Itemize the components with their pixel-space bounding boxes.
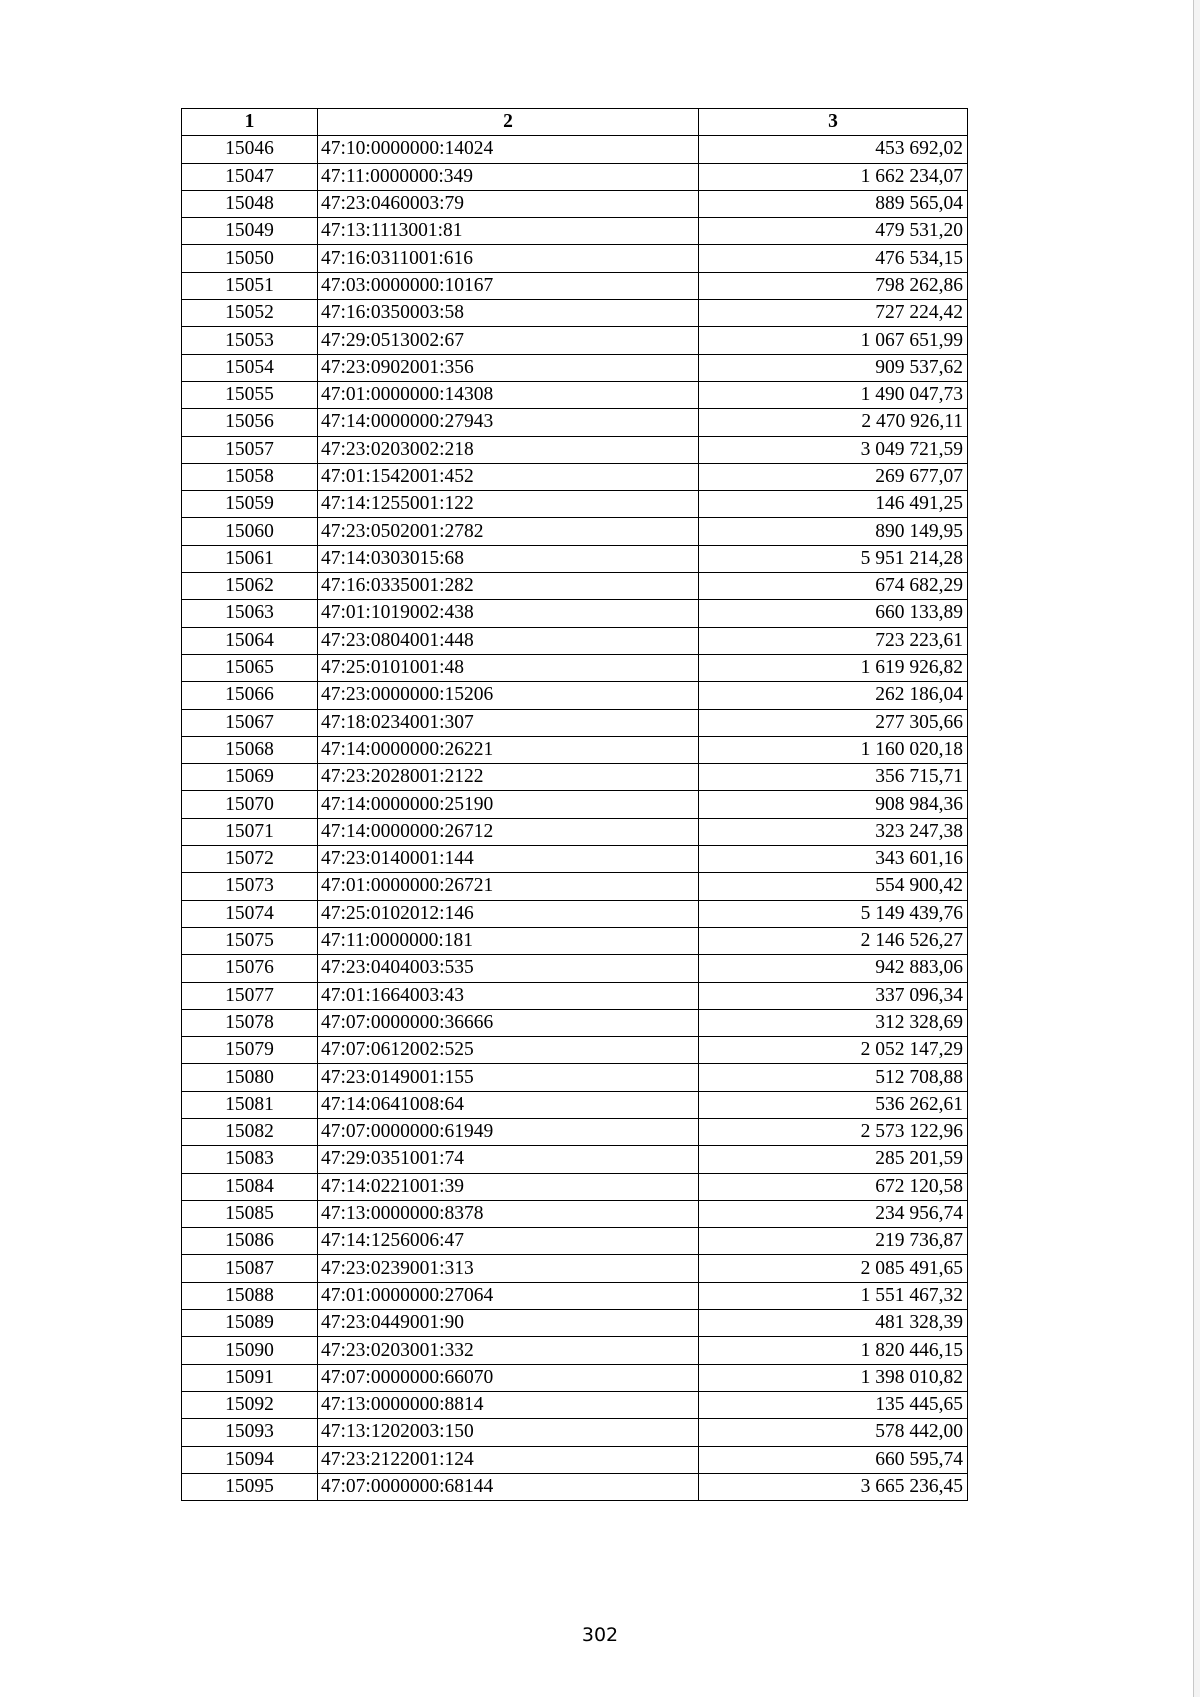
table-row — [182, 873, 968, 900]
column-header-1: 1 — [182, 109, 318, 136]
table-row — [182, 764, 968, 791]
cadastral-number: 47:14:0000000:26221 — [318, 736, 699, 763]
table-row — [182, 1118, 968, 1145]
cadastral-number: 47:14:0303015:68 — [318, 545, 699, 572]
row-number: 15065 — [182, 654, 318, 681]
row-number: 15057 — [182, 436, 318, 463]
cadastral-value: 1 160 020,18 — [699, 736, 968, 763]
table-row — [182, 1473, 968, 1500]
row-number: 15069 — [182, 764, 318, 791]
row-number: 15047 — [182, 163, 318, 190]
table-row — [182, 327, 968, 354]
row-number: 15064 — [182, 627, 318, 654]
row-number: 15068 — [182, 736, 318, 763]
column-header-2: 2 — [318, 109, 699, 136]
table-row — [182, 900, 968, 927]
cadastral-value: 674 682,29 — [699, 573, 968, 600]
cadastral-number: 47:23:0460003:79 — [318, 190, 699, 217]
table-row — [182, 982, 968, 1009]
row-number: 15081 — [182, 1091, 318, 1118]
cadastral-number: 47:13:0000000:8378 — [318, 1200, 699, 1227]
table-row — [182, 300, 968, 327]
row-number: 15093 — [182, 1419, 318, 1446]
cadastral-value: 476 534,15 — [699, 245, 968, 272]
row-number: 15091 — [182, 1364, 318, 1391]
cadastral-value: 1 490 047,73 — [699, 381, 968, 408]
cadastral-number: 47:07:0612002:525 — [318, 1037, 699, 1064]
cadastral-value: 2 470 926,11 — [699, 409, 968, 436]
cadastral-number: 47:23:0203002:218 — [318, 436, 699, 463]
cadastral-value: 337 096,34 — [699, 982, 968, 1009]
row-number: 15073 — [182, 873, 318, 900]
table-row — [182, 218, 968, 245]
cadastral-number: 47:01:0000000:26721 — [318, 873, 699, 900]
page-number: 302 — [581, 1624, 619, 1646]
cadastral-value: 285 201,59 — [699, 1146, 968, 1173]
cadastral-value: 343 601,16 — [699, 846, 968, 873]
row-number: 15066 — [182, 682, 318, 709]
row-number: 15052 — [182, 300, 318, 327]
cadastral-number: 47:29:0351001:74 — [318, 1146, 699, 1173]
cadastral-number: 47:11:0000000:181 — [318, 927, 699, 954]
cadastral-value: 323 247,38 — [699, 818, 968, 845]
cadastral-value: 890 149,95 — [699, 518, 968, 545]
table-row — [182, 518, 968, 545]
cadastral-value: 219 736,87 — [699, 1228, 968, 1255]
cadastral-value: 2 052 147,29 — [699, 1037, 968, 1064]
cadastral-number: 47:23:0404003:535 — [318, 955, 699, 982]
table-row — [182, 1282, 968, 1309]
row-number: 15094 — [182, 1446, 318, 1473]
cadastral-value: 672 120,58 — [699, 1173, 968, 1200]
table-row — [182, 846, 968, 873]
table-row — [182, 654, 968, 681]
row-number: 15063 — [182, 600, 318, 627]
row-number: 15077 — [182, 982, 318, 1009]
cadastral-value: 481 328,39 — [699, 1310, 968, 1337]
row-number: 15051 — [182, 272, 318, 299]
table-row — [182, 272, 968, 299]
row-number: 15085 — [182, 1200, 318, 1227]
cadastral-number: 47:01:1019002:438 — [318, 600, 699, 627]
cadastral-value: 2 573 122,96 — [699, 1118, 968, 1145]
cadastral-value: 660 133,89 — [699, 600, 968, 627]
cadastral-value: 146 491,25 — [699, 491, 968, 518]
cadastral-value: 135 445,65 — [699, 1391, 968, 1418]
table-row — [182, 1419, 968, 1446]
cadastral-number: 47:13:1113001:81 — [318, 218, 699, 245]
page-edge — [1193, 0, 1200, 1697]
cadastral-number: 47:13:0000000:8814 — [318, 1391, 699, 1418]
row-number: 15072 — [182, 846, 318, 873]
row-number: 15082 — [182, 1118, 318, 1145]
cadastral-value: 479 531,20 — [699, 218, 968, 245]
cadastral-number: 47:01:0000000:14308 — [318, 381, 699, 408]
cadastral-number: 47:23:0239001:313 — [318, 1255, 699, 1282]
cadastral-number: 47:25:0102012:146 — [318, 900, 699, 927]
cadastral-number: 47:23:0149001:155 — [318, 1064, 699, 1091]
cadastral-value: 798 262,86 — [699, 272, 968, 299]
cadastral-value: 536 262,61 — [699, 1091, 968, 1118]
column-header-3: 3 — [699, 109, 968, 136]
cadastral-number: 47:23:0502001:2782 — [318, 518, 699, 545]
table-row — [182, 682, 968, 709]
cadastral-number: 47:14:0221001:39 — [318, 1173, 699, 1200]
cadastral-number: 47:14:0000000:27943 — [318, 409, 699, 436]
cadastral-number: 47:14:1255001:122 — [318, 491, 699, 518]
cadastral-number: 47:07:0000000:36666 — [318, 1009, 699, 1036]
cadastral-value: 1 551 467,32 — [699, 1282, 968, 1309]
cadastral-value: 578 442,00 — [699, 1419, 968, 1446]
row-number: 15054 — [182, 354, 318, 381]
row-number: 15049 — [182, 218, 318, 245]
cadastral-value: 660 595,74 — [699, 1446, 968, 1473]
table-row — [182, 545, 968, 572]
cadastral-value: 262 186,04 — [699, 682, 968, 709]
table-row — [182, 1391, 968, 1418]
cadastral-number: 47:13:1202003:150 — [318, 1419, 699, 1446]
cadastral-number: 47:18:0234001:307 — [318, 709, 699, 736]
cadastral-value: 909 537,62 — [699, 354, 968, 381]
cadastral-number: 47:03:0000000:10167 — [318, 272, 699, 299]
cadastral-value: 1 820 446,15 — [699, 1337, 968, 1364]
row-number: 15086 — [182, 1228, 318, 1255]
cadastral-value: 453 692,02 — [699, 136, 968, 163]
cadastral-number: 47:07:0000000:61949 — [318, 1118, 699, 1145]
row-number: 15074 — [182, 900, 318, 927]
table-row — [182, 1228, 968, 1255]
cadastral-number: 47:11:0000000:349 — [318, 163, 699, 190]
table-row — [182, 1200, 968, 1227]
table-body — [182, 136, 968, 1501]
cadastral-number: 47:23:0000000:15206 — [318, 682, 699, 709]
cadastral-value: 5 951 214,28 — [699, 545, 968, 572]
row-number: 15067 — [182, 709, 318, 736]
row-number: 15078 — [182, 1009, 318, 1036]
cadastral-number: 47:07:0000000:68144 — [318, 1473, 699, 1500]
row-number: 15095 — [182, 1473, 318, 1500]
row-number: 15075 — [182, 927, 318, 954]
cadastral-number: 47:01:1664003:43 — [318, 982, 699, 1009]
header-row — [182, 109, 968, 136]
row-number: 15089 — [182, 1310, 318, 1337]
row-number: 15048 — [182, 190, 318, 217]
table-row — [182, 1364, 968, 1391]
cadastral-value: 908 984,36 — [699, 791, 968, 818]
table-row — [182, 627, 968, 654]
table-row — [182, 1446, 968, 1473]
cadastral-value: 554 900,42 — [699, 873, 968, 900]
row-number: 15058 — [182, 463, 318, 490]
table-row — [182, 190, 968, 217]
cadastral-value: 269 677,07 — [699, 463, 968, 490]
table-row — [182, 463, 968, 490]
table-row — [182, 600, 968, 627]
table-row — [182, 955, 968, 982]
cadastral-value: 312 328,69 — [699, 1009, 968, 1036]
table-row — [182, 818, 968, 845]
table-row — [182, 245, 968, 272]
cadastral-number: 47:23:0203001:332 — [318, 1337, 699, 1364]
table-row — [182, 1337, 968, 1364]
row-number: 15083 — [182, 1146, 318, 1173]
cadastral-number: 47:07:0000000:66070 — [318, 1364, 699, 1391]
table-row — [182, 927, 968, 954]
table-row — [182, 1064, 968, 1091]
cadastral-number: 47:01:0000000:27064 — [318, 1282, 699, 1309]
table-row — [182, 1009, 968, 1036]
table-row — [182, 1091, 968, 1118]
cadastral-number: 47:23:2122001:124 — [318, 1446, 699, 1473]
row-number: 15071 — [182, 818, 318, 845]
cadastral-value: 2 146 526,27 — [699, 927, 968, 954]
row-number: 15050 — [182, 245, 318, 272]
table-header — [182, 109, 968, 136]
row-number: 15076 — [182, 955, 318, 982]
table-row — [182, 381, 968, 408]
cadastral-number: 47:29:0513002:67 — [318, 327, 699, 354]
table-row — [182, 1310, 968, 1337]
row-number: 15059 — [182, 491, 318, 518]
cadastral-value: 5 149 439,76 — [699, 900, 968, 927]
cadastral-value: 356 715,71 — [699, 764, 968, 791]
row-number: 15070 — [182, 791, 318, 818]
row-number: 15056 — [182, 409, 318, 436]
row-number: 15084 — [182, 1173, 318, 1200]
cadastral-value: 234 956,74 — [699, 1200, 968, 1227]
table-row — [182, 573, 968, 600]
cadastral-number: 47:16:0350003:58 — [318, 300, 699, 327]
cadastral-value: 1 662 234,07 — [699, 163, 968, 190]
table-row — [182, 1255, 968, 1282]
cadastral-value-table — [181, 108, 968, 1501]
row-number: 15053 — [182, 327, 318, 354]
cadastral-number: 47:10:0000000:14024 — [318, 136, 699, 163]
cadastral-value: 512 708,88 — [699, 1064, 968, 1091]
row-number: 15088 — [182, 1282, 318, 1309]
table-row — [182, 409, 968, 436]
cadastral-value: 2 085 491,65 — [699, 1255, 968, 1282]
cadastral-value: 889 565,04 — [699, 190, 968, 217]
cadastral-number: 47:14:0000000:26712 — [318, 818, 699, 845]
cadastral-number: 47:14:1256006:47 — [318, 1228, 699, 1255]
cadastral-number: 47:23:2028001:2122 — [318, 764, 699, 791]
row-number: 15062 — [182, 573, 318, 600]
row-number: 15079 — [182, 1037, 318, 1064]
cadastral-value: 3 049 721,59 — [699, 436, 968, 463]
table-row — [182, 491, 968, 518]
row-number: 15087 — [182, 1255, 318, 1282]
cadastral-number: 47:23:0902001:356 — [318, 354, 699, 381]
table-row — [182, 1037, 968, 1064]
cadastral-value: 3 665 236,45 — [699, 1473, 968, 1500]
cadastral-number: 47:25:0101001:48 — [318, 654, 699, 681]
cadastral-number: 47:14:0000000:25190 — [318, 791, 699, 818]
cadastral-value: 942 883,06 — [699, 955, 968, 982]
table-row — [182, 1146, 968, 1173]
table-row — [182, 354, 968, 381]
table-row — [182, 709, 968, 736]
table-row — [182, 736, 968, 763]
cadastral-value: 727 224,42 — [699, 300, 968, 327]
table-row — [182, 1173, 968, 1200]
cadastral-value: 1 619 926,82 — [699, 654, 968, 681]
cadastral-value: 1 067 651,99 — [699, 327, 968, 354]
table-row — [182, 791, 968, 818]
row-number: 15090 — [182, 1337, 318, 1364]
cadastral-value: 723 223,61 — [699, 627, 968, 654]
table-row — [182, 136, 968, 163]
cadastral-number: 47:01:1542001:452 — [318, 463, 699, 490]
row-number: 15092 — [182, 1391, 318, 1418]
cadastral-number: 47:16:0335001:282 — [318, 573, 699, 600]
cadastral-number: 47:16:0311001:616 — [318, 245, 699, 272]
table-row — [182, 163, 968, 190]
cadastral-number: 47:23:0804001:448 — [318, 627, 699, 654]
cadastral-number: 47:14:0641008:64 — [318, 1091, 699, 1118]
row-number: 15055 — [182, 381, 318, 408]
cadastral-number: 47:23:0449001:90 — [318, 1310, 699, 1337]
cadastral-value: 1 398 010,82 — [699, 1364, 968, 1391]
cadastral-number: 47:23:0140001:144 — [318, 846, 699, 873]
row-number: 15061 — [182, 545, 318, 572]
cadastral-value: 277 305,66 — [699, 709, 968, 736]
row-number: 15080 — [182, 1064, 318, 1091]
table-row — [182, 436, 968, 463]
row-number: 15060 — [182, 518, 318, 545]
row-number: 15046 — [182, 136, 318, 163]
